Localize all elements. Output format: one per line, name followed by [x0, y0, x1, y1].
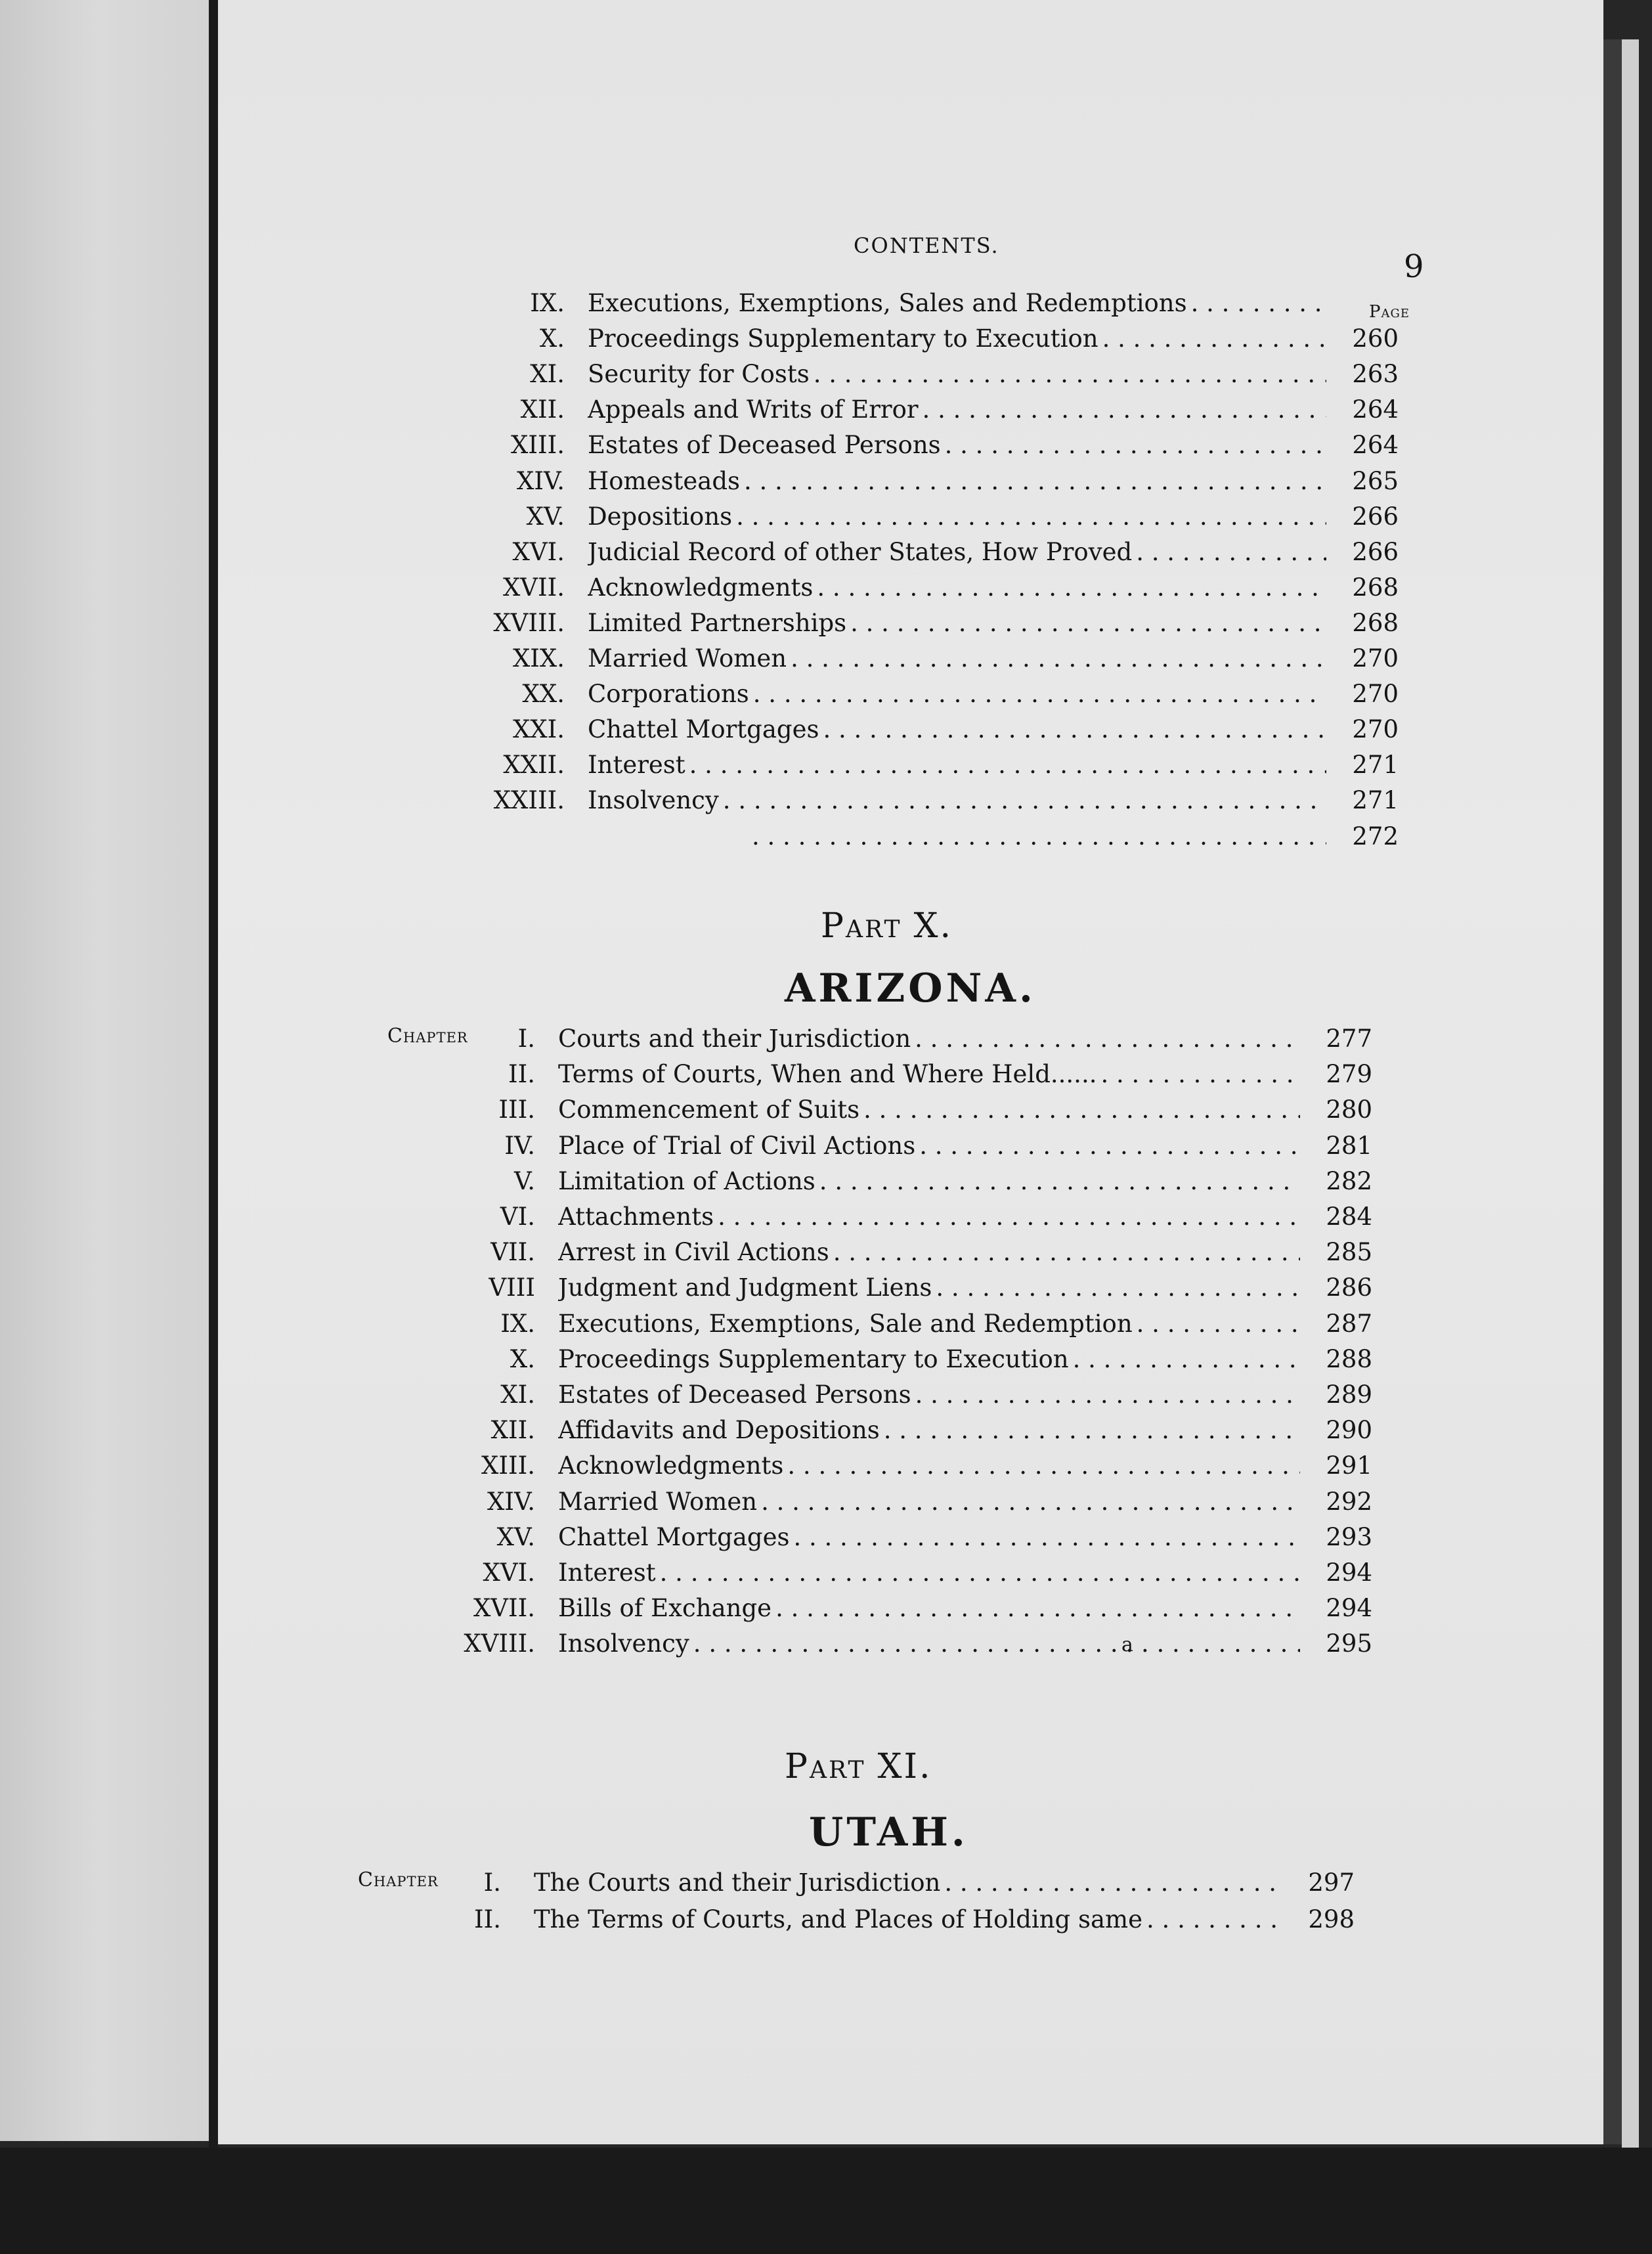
entry-title-with-leader: [558, 1095, 1300, 1124]
chapter-title: Terms of Courts, When and Where Held......: [558, 1060, 1097, 1088]
chapter-title: Proceedings Supplementary to Execution: [588, 324, 1098, 353]
page-column-label: Page: [1369, 302, 1410, 322]
dot-leader: [689, 751, 1326, 779]
chapter-numeral: XVI.: [512, 538, 565, 566]
page-ref: 280: [1326, 1095, 1372, 1124]
entry-title-with-leader: [534, 1868, 1282, 1897]
toc-entry: [387, 1416, 1372, 1451]
page-ref: 282: [1326, 1167, 1372, 1195]
dot-leader: [793, 1523, 1300, 1551]
page-ref: 285: [1326, 1238, 1372, 1266]
toc-entry: [387, 1203, 1372, 1238]
dot-leader: [1102, 324, 1326, 353]
toc-entry: [414, 786, 1399, 822]
dot-leader: [753, 680, 1326, 708]
chapter-title: Security for Costs: [588, 360, 810, 388]
entry-title-with-leader: [588, 502, 1326, 531]
dot-leader: [915, 1025, 1300, 1053]
part-heading: [785, 1747, 932, 1786]
chapter-title: Homesteads: [588, 467, 741, 495]
chapter-title: Judicial Record of other States, How Proved: [588, 538, 1133, 566]
page-ref: 281: [1326, 1132, 1372, 1160]
page-ref: 271: [1352, 751, 1399, 779]
toc-entry: [414, 573, 1399, 609]
chapter-title: Married Women: [588, 644, 787, 673]
page-number: 9: [1404, 248, 1424, 285]
dot-leader: [915, 1381, 1300, 1409]
toc-entry: [387, 1238, 1372, 1273]
chapter-numeral: XX.: [522, 680, 565, 708]
toc-entry: [414, 431, 1399, 466]
toc-entry: [414, 644, 1399, 680]
dot-leader: [736, 502, 1326, 531]
page-ref: 293: [1326, 1523, 1372, 1551]
page-ref: 288: [1326, 1345, 1372, 1373]
chapter-title: Courts and their Jurisdiction: [558, 1025, 911, 1053]
entry-title-with-leader: [558, 1310, 1300, 1338]
toc-entry: [414, 360, 1399, 395]
running-head: CONTENTS.: [854, 233, 999, 258]
chapter-title: The Courts and their Jurisdiction: [534, 1868, 941, 1897]
dot-leader: [1146, 1905, 1282, 1934]
page-ref: 266: [1352, 538, 1399, 566]
entry-title-with-leader: [558, 1025, 1300, 1053]
entry-title-with-leader: [588, 786, 1326, 814]
state-heading: ARIZONA.: [785, 965, 1036, 1011]
toc-entry: [414, 609, 1399, 644]
chapter-numeral: XIII.: [511, 431, 565, 459]
chapter-title: Insolvency: [558, 1629, 689, 1658]
chapter-numeral: I.: [483, 1868, 501, 1897]
chapter-numeral: IX.: [530, 289, 565, 317]
page-ref: 264: [1352, 431, 1399, 459]
dot-leader: [723, 786, 1326, 814]
dot-leader: [814, 360, 1326, 388]
chapter-title: Proceedings Supplementary to Execution: [558, 1345, 1069, 1373]
chapter-title: The Terms of Courts, and Places of Holding same: [534, 1905, 1143, 1934]
chapter-title: Estates of Deceased Persons: [558, 1381, 911, 1409]
toc-entry: [414, 680, 1399, 715]
chapter-numeral: X.: [539, 324, 565, 353]
part-word: Part: [821, 906, 902, 946]
toc-entry: [414, 395, 1399, 431]
chapter-numeral: II.: [474, 1905, 501, 1934]
toc-entry: [387, 1132, 1372, 1167]
chapter-title: Appeals and Writs of Error: [588, 395, 919, 424]
entry-title-with-leader: [588, 395, 1326, 424]
entry-title-with-leader: [588, 467, 1326, 495]
page-ref: 270: [1352, 680, 1399, 708]
entry-title-with-leader: [558, 1558, 1300, 1587]
chapter-numeral: XIV.: [517, 467, 565, 495]
page-ref: 268: [1352, 609, 1399, 637]
dot-leader: [817, 573, 1326, 602]
page-ref: 298: [1308, 1905, 1355, 1934]
entry-title-with-leader: [588, 680, 1326, 708]
scan-bottom-edge: [0, 2148, 1652, 2254]
toc-entry: [387, 1273, 1372, 1309]
page-ref: 289: [1326, 1381, 1372, 1409]
page-ref: 287: [1326, 1310, 1372, 1338]
chapter-title: Acknowledgments: [558, 1451, 784, 1480]
chapter-numeral: IV.: [504, 1132, 535, 1160]
dot-leader: [884, 1416, 1300, 1444]
chapter-title: Arrest in Civil Actions: [558, 1238, 829, 1266]
dot-leader: [761, 1488, 1300, 1516]
dot-leader: [660, 1558, 1300, 1587]
page-ref: 266: [1352, 502, 1399, 531]
page-ref: 284: [1326, 1203, 1372, 1231]
chapter-title: Married Women: [558, 1488, 758, 1516]
dot-leader: [819, 1167, 1300, 1195]
chapter-numeral: VII.: [490, 1238, 535, 1266]
toc-entry: [387, 1095, 1372, 1131]
entry-title-with-leader: [534, 1905, 1282, 1934]
toc-entry: [387, 1451, 1372, 1487]
entry-title-with-leader: [588, 573, 1326, 602]
toc-entry: [414, 822, 1399, 858]
part-heading: [821, 906, 953, 946]
entry-title-with-leader: [558, 1203, 1300, 1231]
chapter-numeral: XIX.: [512, 644, 565, 673]
dot-leader: [944, 1868, 1282, 1897]
page-ref: 295: [1326, 1629, 1372, 1658]
chapter-title: Depositions: [588, 502, 733, 531]
page-ref: 260: [1352, 324, 1399, 353]
entry-title-with-leader: [588, 609, 1326, 637]
chapter-title: Chattel Mortgages: [588, 715, 819, 743]
toc-entry: [387, 1523, 1372, 1558]
page-edge-strip: [1622, 39, 1639, 2174]
chapter-title: Place of Trial of Civil Actions: [558, 1132, 916, 1160]
chapter-numeral: VI.: [500, 1203, 535, 1231]
entry-title-with-leader: [558, 1132, 1300, 1160]
page-ref: 294: [1326, 1594, 1372, 1622]
chapter-title: Limitation of Actions: [558, 1167, 815, 1195]
chapter-numeral: III.: [498, 1095, 535, 1124]
chapter-numeral: XV.: [496, 1523, 535, 1551]
scan-background-left: [0, 0, 217, 2141]
entry-title-with-leader: [558, 1381, 1300, 1409]
chapter-title: Attachments: [558, 1203, 714, 1231]
chapter-title: Commencement of Suits: [558, 1095, 860, 1124]
page-edge-shadow: [1603, 39, 1622, 2144]
entry-title-with-leader: [588, 431, 1326, 459]
chapter-title: Corporations: [588, 680, 749, 708]
chapter-title: Affidavits and Depositions: [558, 1416, 880, 1444]
chapter-numeral: V.: [513, 1167, 535, 1195]
toc-entry: [360, 1905, 1355, 1941]
stray-mark: a: [1121, 1633, 1133, 1656]
dot-leader: [775, 1594, 1300, 1622]
chapter-numeral: XVII.: [502, 573, 565, 602]
entry-title-with-leader: [588, 715, 1326, 743]
dot-leader: [923, 395, 1326, 424]
toc-entry: [414, 502, 1399, 538]
toc-entry: [414, 289, 1399, 324]
chapter-numeral: I.: [517, 1025, 535, 1053]
toc-entry: [387, 1381, 1372, 1416]
entry-title-with-leader: [588, 644, 1326, 673]
chapter-numeral: IX.: [500, 1310, 535, 1338]
toc-entry: [387, 1629, 1372, 1665]
page-ref: 277: [1326, 1025, 1372, 1053]
chapter-numeral: XIII.: [481, 1451, 535, 1480]
page-ref: 294: [1326, 1558, 1372, 1587]
dot-leader: [936, 1273, 1300, 1302]
page-ref: 290: [1326, 1416, 1372, 1444]
entry-title-with-leader: [558, 1594, 1300, 1622]
dot-leader: [787, 1451, 1300, 1480]
page-ref: 292: [1326, 1488, 1372, 1516]
page-ref: 286: [1326, 1273, 1372, 1302]
page-ref: 291: [1326, 1451, 1372, 1480]
entry-title-with-leader: [588, 289, 1326, 317]
dot-leader: [945, 431, 1326, 459]
page-ref: 272: [1352, 822, 1399, 851]
dot-leader: [791, 644, 1326, 673]
entry-title-with-leader: [558, 1273, 1300, 1302]
toc-entry: [387, 1558, 1372, 1594]
toc-entry: [387, 1488, 1372, 1523]
dot-leader: [919, 1132, 1300, 1160]
page-ref: 263: [1352, 360, 1399, 388]
entry-title-with-leader: [558, 1451, 1300, 1480]
page-ref: 270: [1352, 644, 1399, 673]
toc-entry: [414, 467, 1399, 502]
entry-title-with-leader: [558, 1345, 1300, 1373]
toc-entry: [387, 1345, 1372, 1381]
page-ref: 271: [1352, 786, 1399, 814]
entry-title-with-leader: [558, 1060, 1300, 1088]
chapter-title: Insolvency: [588, 786, 719, 814]
page-ref: 268: [1352, 573, 1399, 602]
page-ref: 297: [1308, 1868, 1355, 1897]
part-word: Part: [785, 1747, 866, 1786]
toc-entry: [414, 715, 1399, 751]
chapter-label: Chapter: [387, 1025, 468, 1048]
page-ref: 265: [1352, 467, 1399, 495]
chapter-numeral: XVIII.: [493, 609, 565, 637]
chapter-numeral: XII.: [520, 395, 565, 424]
chapter-numeral: XVIII.: [464, 1629, 535, 1658]
chapter-numeral: X.: [510, 1345, 535, 1373]
dot-leader: [744, 467, 1326, 495]
dot-leader: [833, 1238, 1300, 1266]
toc-entry: [360, 1868, 1355, 1904]
chapter-title: Acknowledgments: [588, 573, 814, 602]
page-ref: 279: [1326, 1060, 1372, 1088]
dot-leader: [1191, 289, 1326, 317]
toc-entry: [387, 1167, 1372, 1203]
chapter-title: Estates of Deceased Persons: [588, 431, 941, 459]
toc-entry: [414, 538, 1399, 573]
part-numeral: X.: [913, 906, 953, 946]
chapter-numeral: XIV.: [487, 1488, 535, 1516]
chapter-title: Chattel Mortgages: [558, 1523, 790, 1551]
entry-title-with-leader: [558, 1523, 1300, 1551]
chapter-label: Chapter: [358, 1868, 439, 1891]
entry-title-with-leader: [558, 1416, 1300, 1444]
entry-title-with-leader: [588, 538, 1326, 566]
dot-leader-only: [752, 822, 1326, 851]
toc-entry: [387, 1594, 1372, 1629]
dot-leader: [863, 1095, 1300, 1124]
chapter-title: Limited Partnerships: [588, 609, 847, 637]
chapter-numeral: II.: [508, 1060, 535, 1088]
chapter-numeral: XII.: [490, 1416, 535, 1444]
dot-leader: [1136, 538, 1326, 566]
entry-title-with-leader: [558, 1238, 1300, 1266]
chapter-numeral: XXIII.: [493, 786, 565, 814]
chapter-numeral: XV.: [526, 502, 565, 531]
chapter-title: Executions, Exemptions, Sales and Redemptions: [588, 289, 1187, 317]
chapter-numeral: XVII.: [473, 1594, 535, 1622]
entry-title-with-leader: [558, 1629, 1300, 1658]
dot-leader: [850, 609, 1326, 637]
chapter-title: Interest: [558, 1558, 656, 1587]
dot-leader: [752, 822, 1326, 851]
part-numeral: XI.: [877, 1747, 932, 1786]
chapter-numeral: XI.: [530, 360, 565, 388]
toc-entry: [387, 1025, 1372, 1060]
dot-leader: [1073, 1345, 1300, 1373]
chapter-numeral: VIII: [489, 1273, 535, 1302]
toc-entry: [387, 1060, 1372, 1095]
page-ref: 270: [1352, 715, 1399, 743]
entry-title-with-leader: [588, 324, 1326, 353]
dot-leader: [718, 1203, 1300, 1231]
chapter-title: Bills of Exchange: [558, 1594, 772, 1622]
chapter-title: Interest: [588, 751, 685, 779]
toc-entry: [414, 324, 1399, 360]
entry-title-with-leader: [558, 1167, 1300, 1195]
chapter-numeral: XXI.: [512, 715, 565, 743]
binding-edge: [209, 0, 218, 2151]
page-ref: 264: [1352, 395, 1399, 424]
dot-leader: [823, 715, 1326, 743]
dot-leader: [693, 1629, 1300, 1658]
chapter-title: Judgment and Judgment Liens: [558, 1273, 932, 1302]
entry-title-with-leader: [588, 751, 1326, 779]
toc-entry: [414, 751, 1399, 786]
chapter-numeral: XVI.: [483, 1558, 535, 1587]
dot-leader: [1137, 1310, 1300, 1338]
entry-title-with-leader: [558, 1488, 1300, 1516]
toc-entry: [387, 1310, 1372, 1345]
state-heading: UTAH.: [809, 1809, 968, 1855]
chapter-title: Executions, Exemptions, Sale and Redemption: [558, 1310, 1133, 1338]
entry-title-with-leader: [588, 360, 1326, 388]
chapter-numeral: XXII.: [503, 751, 565, 779]
dot-leader: [1100, 1060, 1300, 1088]
chapter-numeral: XI.: [500, 1381, 535, 1409]
